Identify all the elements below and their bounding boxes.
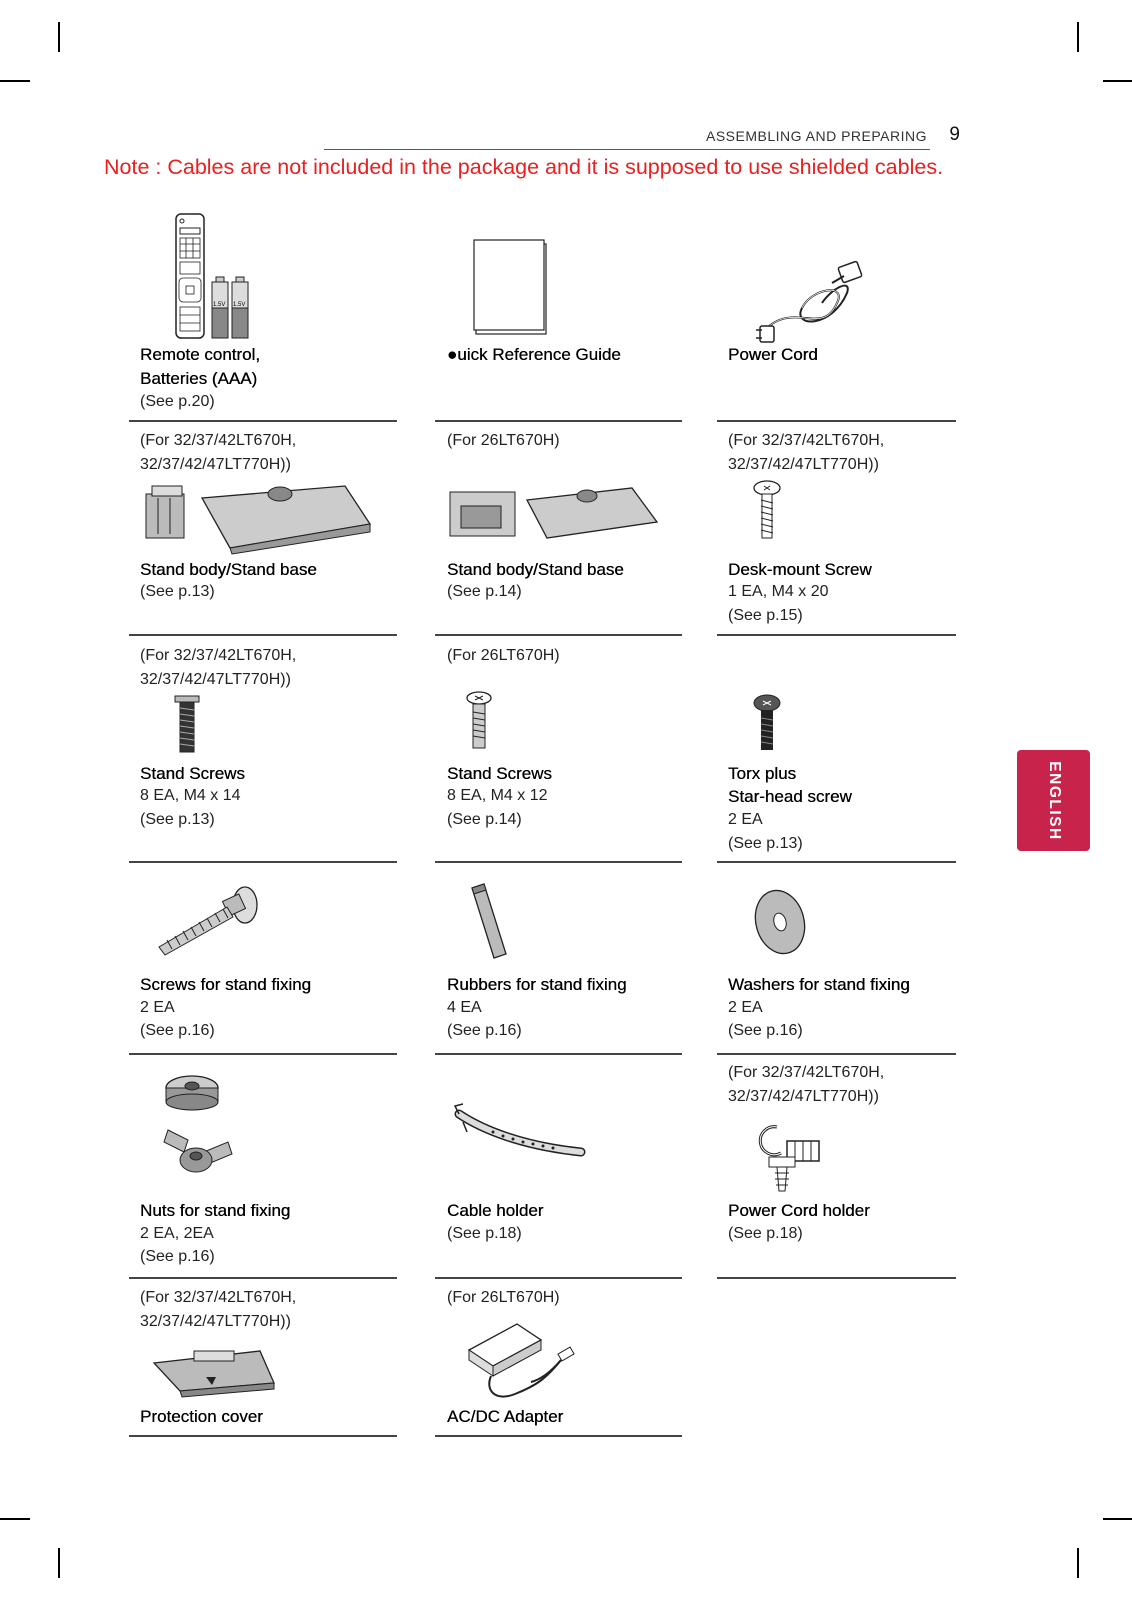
battery-label: 1.5V [233,302,246,308]
item-name: Washers for stand fixing [728,975,910,994]
rubber-pad-illustration [468,880,513,962]
model-note: 32/37/42/47LT770H)) [728,456,879,473]
desk-mount-screw-illustration [752,480,782,542]
row-divider [129,861,397,863]
section-title: ASSEMBLING AND PREPARING [705,128,927,144]
row-divider [435,861,682,863]
item-page-ref: (See p.13) [140,811,215,828]
item-page-ref: (See p.14) [447,583,522,600]
item-name: Batteries (AAA) [140,369,258,388]
protection-cover-illustration [150,1347,280,1397]
row-divider [717,1053,956,1055]
item-name: Rubbers for stand fixing [447,975,627,994]
cable-holder-illustration [453,1102,588,1164]
row-divider [435,1277,682,1279]
item-name: Power Cord [728,345,818,364]
crop-mark [58,22,60,52]
item-name: ●uick Reference Guide [447,345,621,364]
item-page-ref: (See p.16) [728,1022,803,1039]
page-number: 9 [949,124,960,145]
ac-dc-adapter-illustration [465,1320,580,1405]
model-note: (For 32/37/42LT670H, [728,1064,885,1081]
row-divider [129,420,397,422]
fixing-screw-illustration [155,885,265,960]
row-divider [717,1277,956,1279]
row-divider [435,1053,682,1055]
crop-mark [1103,80,1132,82]
model-note: 32/37/42/47LT770H)) [140,1313,291,1330]
crop-mark [0,80,30,82]
stand-screw-illustration [172,694,202,756]
item-name: Cable holder [447,1201,544,1220]
crop-mark [1077,1548,1079,1578]
stand-body-base-illustration [140,476,375,551]
stand-body-base-illustration [447,482,662,544]
crop-mark [0,1518,30,1520]
item-quantity: 2 EA [140,999,175,1016]
item-name: Star-head screw [728,787,852,806]
item-name: Protection cover [140,1407,263,1426]
header-rule [324,149,930,150]
shielded-cable-note: Note : Cables are not included in the package and it is supposed to use shielded cables. [104,155,944,179]
item-quantity: 2 EA [728,811,763,828]
item-page-ref: (See p.13) [140,583,215,600]
model-note: (For 32/37/42LT670H, [140,432,297,449]
model-note: 32/37/42/47LT770H)) [728,1088,879,1105]
crop-mark [1103,1518,1132,1520]
model-note: (For 26LT670H) [447,647,560,664]
item-page-ref: (See p.16) [447,1022,522,1039]
item-quantity: 8 EA, M4 x 12 [447,787,548,804]
model-note: (For 32/37/42LT670H, [728,432,885,449]
row-divider [435,420,682,422]
model-note: 32/37/42/47LT770H)) [140,456,291,473]
model-note: 32/37/42/47LT770H)) [140,671,291,688]
row-divider [435,1435,682,1437]
item-page-ref: (See p.20) [140,393,215,410]
remote-battery-illustration [170,212,260,342]
power-cord-illustration [752,258,872,348]
item-name: Nuts for stand fixing [140,1201,291,1220]
crop-mark [1077,22,1079,52]
item-quantity: 1 EA, M4 x 20 [728,583,829,600]
model-note: (For 26LT670H) [447,432,560,449]
battery-label: 1.5V [213,302,226,308]
row-divider [435,634,682,636]
item-quantity: 2 EA, 2EA [140,1225,214,1242]
item-page-ref: (See p.15) [728,607,803,624]
item-page-ref: (See p.18) [728,1225,803,1242]
item-quantity: 2 EA [728,999,763,1016]
torx-screw-illustration [752,694,782,754]
row-divider [129,634,397,636]
item-name: AC/DC Adapter [447,1407,564,1426]
item-name: Screws for stand fixing [140,975,312,994]
nuts-illustration [162,1068,237,1180]
row-divider [717,634,956,636]
booklet-illustration [472,238,552,338]
item-name: Desk-mount Screw [728,560,872,579]
power-cord-holder-illustration [757,1113,827,1195]
item-quantity: 8 EA, M4 x 14 [140,787,241,804]
row-divider [129,1435,397,1437]
item-name: Stand Screws [447,764,552,783]
item-name: Stand Screws [140,764,245,783]
item-quantity: 4 EA [447,999,482,1016]
item-page-ref: (See p.18) [447,1225,522,1242]
crop-mark [58,1548,60,1578]
model-note: (For 26LT670H) [447,1289,560,1306]
item-page-ref: (See p.16) [140,1248,215,1265]
washer-illustration [750,887,810,957]
item-name: Stand body/Stand base [140,560,317,579]
item-name: Stand body/Stand base [447,560,624,579]
row-divider [129,1277,397,1279]
stand-screw-illustration [464,690,494,752]
item-name: Torx plus [728,764,797,783]
item-name: Remote control, [140,345,260,364]
item-page-ref: (See p.16) [140,1022,215,1039]
model-note: (For 32/37/42LT670H, [140,647,297,664]
item-page-ref: (See p.14) [447,811,522,828]
row-divider [717,861,956,863]
model-note: (For 32/37/42LT670H, [140,1289,297,1306]
language-tab-label: ENGLISH [1045,760,1063,841]
row-divider [717,420,956,422]
row-divider [129,1053,397,1055]
item-name: Power Cord holder [728,1201,870,1220]
language-tab [1017,750,1090,851]
item-page-ref: (See p.13) [728,835,803,852]
